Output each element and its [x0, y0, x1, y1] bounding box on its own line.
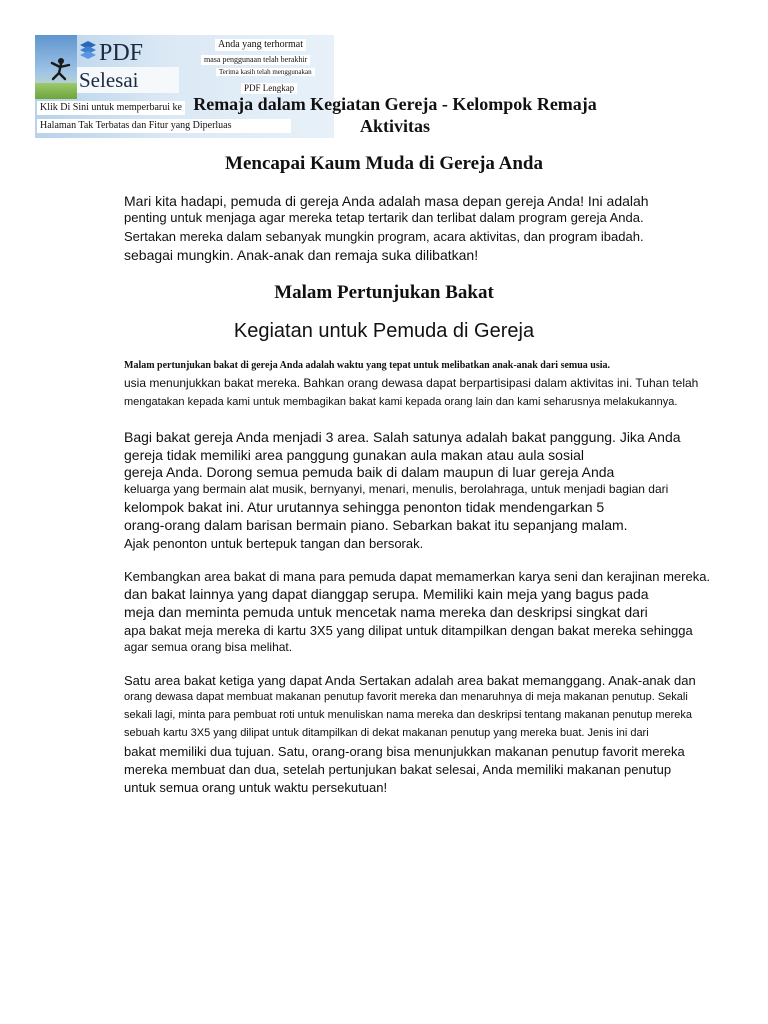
paragraph-line: dan bakat lainnya yang dapat dianggap serupa. Memiliki kain meja yang bagus pada	[124, 586, 649, 602]
paragraph-line: untuk semua orang untuk waktu persekutuan!	[124, 780, 388, 795]
paragraph-line: Ajak penonton untuk bertepuk tangan dan bersorak.	[124, 536, 424, 551]
paragraph-line: gereja Anda. Dorong semua pemuda baik di dalam maupun di luar gereja Anda	[124, 464, 615, 480]
paragraph-line: apa bakat meja mereka di kartu 3X5 yang dilipat untuk ditampilkan dengan bakat mereka sehingga	[124, 623, 693, 638]
notice-text-3: Terima kasih telah menggunakan	[216, 68, 315, 76]
paragraph-line: gereja tidak memiliki area panggung gunakan aula makan atau aula sosial	[124, 447, 584, 463]
paragraph-line: orang-orang dalam barisan bermain piano. Sebarkan bakat itu sepanjang malam.	[124, 517, 628, 533]
paragraph-line: keluarga yang bermain alat musik, bernyanyi, menari, menulis, berolahraga, untuk menjadi bagian dari	[124, 482, 669, 496]
heading-talent-night: Malam Pertunjukan Bakat	[274, 282, 494, 303]
jumping-person-icon	[47, 57, 73, 87]
intro-line: Sertakan mereka dalam sebanyak mungkin program, acara aktivitas, dan program ibadah.	[124, 229, 644, 244]
features-link[interactable]: Halaman Tak Terbatas dan Fitur yang Diperluas	[37, 119, 291, 133]
heading-youth-activities: Kegiatan untuk Pemuda di Gereja	[233, 320, 535, 342]
brand-pdf-label: PDF	[99, 40, 144, 66]
upgrade-link[interactable]: Klik Di Sini untuk memperbarui ke	[37, 101, 185, 115]
paragraph-line: kelompok bakat ini. Atur urutannya sehingga penonton tidak mendengarkan 5	[124, 499, 605, 515]
paragraph-line: sebuah kartu 3X5 yang dilipat untuk ditampilkan di dekat makanan penutup yang mereka buat. Jenis ini dari	[124, 727, 649, 739]
paragraph-line: mengatakan kepada kami untuk membagikan bakat kami kepada orang lain dan kami seharusnya melakukannya.	[124, 396, 678, 408]
intro-line: sebagai mungkin. Anak-anak dan remaja suka dilibatkan!	[124, 247, 479, 263]
document-title	[140, 93, 650, 137]
intro-line: penting untuk menjaga agar mereka tetap tertarik dan terlibat dalam program gereja Anda.	[124, 210, 644, 225]
heading-reaching-youth: Mencapai Kaum Muda di Gereja Anda	[225, 153, 543, 174]
notice-text-1: Anda yang terhormat	[215, 39, 306, 51]
paragraph-line: mereka membuat dan dua, setelah pertunjukan bakat selesai, Anda memiliki makanan penutup	[124, 762, 672, 777]
notice-text-4: PDF Lengkap	[241, 83, 297, 94]
pdf-logo-icon	[79, 40, 97, 60]
paragraph-line: Bagi bakat gereja Anda menjadi 3 area. Salah satunya adalah bakat panggung. Jika Anda	[124, 429, 681, 445]
notice-text-2: masa penggunaan telah berakhir	[201, 55, 310, 65]
title-line-1: Remaja dalam Kegiatan Gereja - Kelompok Remaja	[193, 94, 597, 114]
paragraph-line: bakat memiliki dua tujuan. Satu, orang-orang bisa menunjukkan makanan penutup favorit mereka	[124, 744, 685, 759]
paragraph-line: Kembangkan area bakat di mana para pemuda dapat memamerkan karya seni dan kerajinan mereka.	[124, 569, 711, 584]
paragraph-line: orang dewasa dapat membuat makanan penutup favorit mereka dan menaruhnya di meja makanan penutup. Sekali	[124, 691, 688, 703]
paragraph-line: Satu area bakat ketiga yang dapat Anda Sertakan adalah area bakat memanggang. Anak-anak dan	[124, 673, 696, 688]
paragraph-line: Malam pertunjukan bakat di gereja Anda adalah waktu yang tepat untuk melibatkan anak-anak dari semua usia.	[124, 360, 611, 371]
brand-done-label: Selesai	[77, 67, 179, 93]
paragraph-line: sekali lagi, minta para pembuat roti untuk menuliskan nama mereka dan deskripsi tentang makanan penutup mereka	[124, 709, 693, 721]
paragraph-line: meja dan meminta pemuda untuk mencetak nama mereka dan deskripsi singkat dari	[124, 604, 648, 620]
paragraph-line: usia menunjukkan bakat mereka. Bahkan orang dewasa dapat berpartisipasi dalam aktivitas ini. Tuhan telah	[124, 376, 699, 390]
title-line-2: Aktivitas	[359, 116, 430, 136]
intro-line: Mari kita hadapi, pemuda di gereja Anda adalah masa depan gereja Anda! Ini adalah	[124, 193, 649, 209]
paragraph-line: agar semua orang bisa melihat.	[124, 640, 293, 654]
